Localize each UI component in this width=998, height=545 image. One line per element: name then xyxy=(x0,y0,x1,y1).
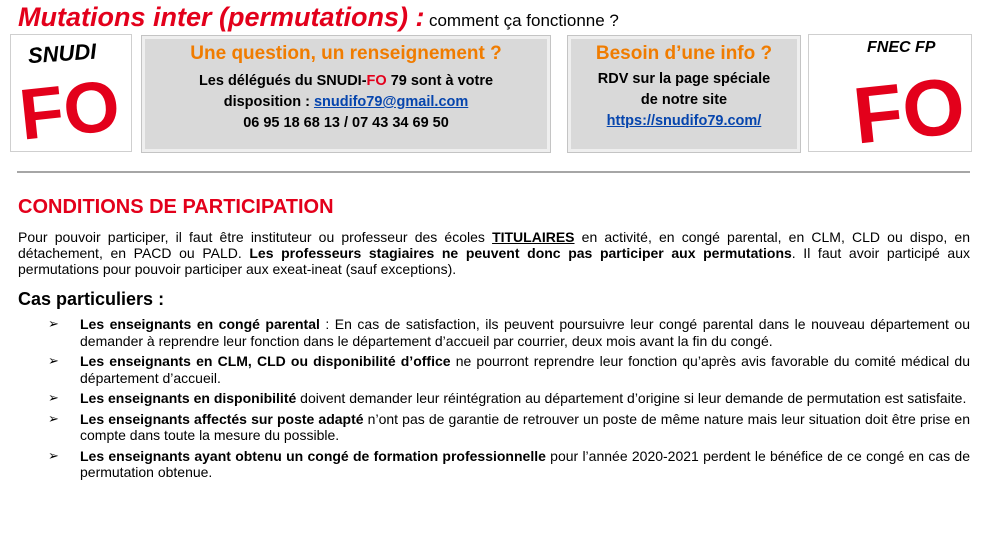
fnec-fp-fo-logo-graphic xyxy=(809,35,971,151)
case-text: pour l’année 2020-2021 perdent le bénéfice de ce congé en cas de permutation obtenue. xyxy=(80,447,970,480)
arrow-bullet-icon: ➢ xyxy=(48,316,59,331)
case-text: : En cas de satisfaction, ils peuvent poursuivre leur congé parental dans le nouveau département ou demander à reprendre leur fonction dans le département d’accueil par courrier, deux mois avant la fin du congé. xyxy=(80,316,970,349)
logo-right-main-text: FO xyxy=(849,60,970,151)
logo-right-top-text: FNEC FP xyxy=(867,39,936,56)
case-text: n’ont pas de garantie de retrouver un poste de même nature mais leur situation doit être prise en compte dans toute la mesure du possible. xyxy=(80,410,970,443)
case-bold: Les enseignants en disponibilité xyxy=(80,390,297,406)
case-bold: Les enseignants ayant obtenu un congé de formation professionnelle xyxy=(80,447,546,464)
question-box xyxy=(142,36,550,152)
para-part-3: . Il faut avoir participé aux permutations pour pouvoir participer aux exeat-ineat (sauf exceptions). xyxy=(18,245,970,277)
arrow-bullet-icon: ➢ xyxy=(48,390,59,405)
info-box-url-line xyxy=(571,111,797,132)
snudi-fo-logo xyxy=(10,34,132,152)
info-box-line1: RDV sur la page spéciale xyxy=(597,71,771,87)
section-title: CONDITIONS DE PARTICIPATION xyxy=(18,196,334,218)
info-box-title: Besoin d’une info ? xyxy=(595,43,773,64)
arrow-bullet-icon: ➢ xyxy=(48,410,59,426)
cas-particuliers-heading: Cas particuliers : xyxy=(18,289,165,309)
list-item xyxy=(48,316,970,349)
snudi-fo-logo-graphic xyxy=(11,35,131,151)
logo-left-top-text: SNUDI xyxy=(27,38,98,69)
list-item xyxy=(48,411,970,444)
line1-pre: Les délégués du SNUDI- xyxy=(198,73,367,89)
case-bold: Les enseignants affectés sur poste adapté xyxy=(80,410,364,427)
info-box xyxy=(568,36,800,152)
case-bold: Les enseignants en congé parental xyxy=(80,316,320,332)
case-bold: Les enseignants en CLM, CLD ou disponibilité d’office xyxy=(80,353,451,369)
phone-numbers: 06 95 18 68 13 / 07 43 34 69 50 xyxy=(243,115,449,131)
fnec-fp-fo-logo xyxy=(808,34,972,152)
cases-list xyxy=(48,316,970,485)
website-link[interactable]: https://snudifo79.com/ xyxy=(606,113,762,129)
intro-paragraph xyxy=(18,229,970,277)
arrow-bullet-icon: ➢ xyxy=(48,353,59,368)
line1-post: 79 sont à votre xyxy=(386,73,494,89)
list-item xyxy=(48,390,970,407)
email-link[interactable]: snudifo79@gmail.com xyxy=(313,94,469,110)
list-item xyxy=(48,448,970,481)
para-bold: Les professeurs stagiaires ne peuvent donc pas participer aux permutations xyxy=(249,245,792,261)
title-main: Mutations inter (permutations) : xyxy=(18,2,425,32)
arrow-bullet-icon: ➢ xyxy=(48,447,59,463)
para-part-1: Pour pouvoir participer, il faut être instituteur ou professeur des écoles xyxy=(18,229,493,245)
case-text: doivent demander leur réintégration au département d’origine si leur demande de permutation est satisfaite. xyxy=(296,390,967,406)
info-box-line2: de notre site xyxy=(640,92,728,108)
line2-pre: disposition : xyxy=(223,94,314,110)
logo-left-main-text: FO xyxy=(15,65,124,151)
para-titulaires: TITULAIRES xyxy=(492,229,575,245)
section-divider xyxy=(17,171,970,173)
line1-fo: FO xyxy=(366,73,387,89)
case-text: ne pourront reprendre leur fonction qu’après avis favorable du comité médical du département d’accueil. xyxy=(80,353,970,386)
document-title xyxy=(18,2,619,33)
question-box-line2 xyxy=(145,92,547,113)
para-part-2: en activité, en congé parental, en CLM, CLD ou dispo, en détachement, en PACD ou PALD. xyxy=(18,229,970,261)
question-box-title: Une question, un renseignement ? xyxy=(190,43,502,64)
list-item xyxy=(48,353,970,386)
title-subtitle: comment ça fonctionne ? xyxy=(428,11,619,30)
question-box-line1 xyxy=(145,71,547,92)
